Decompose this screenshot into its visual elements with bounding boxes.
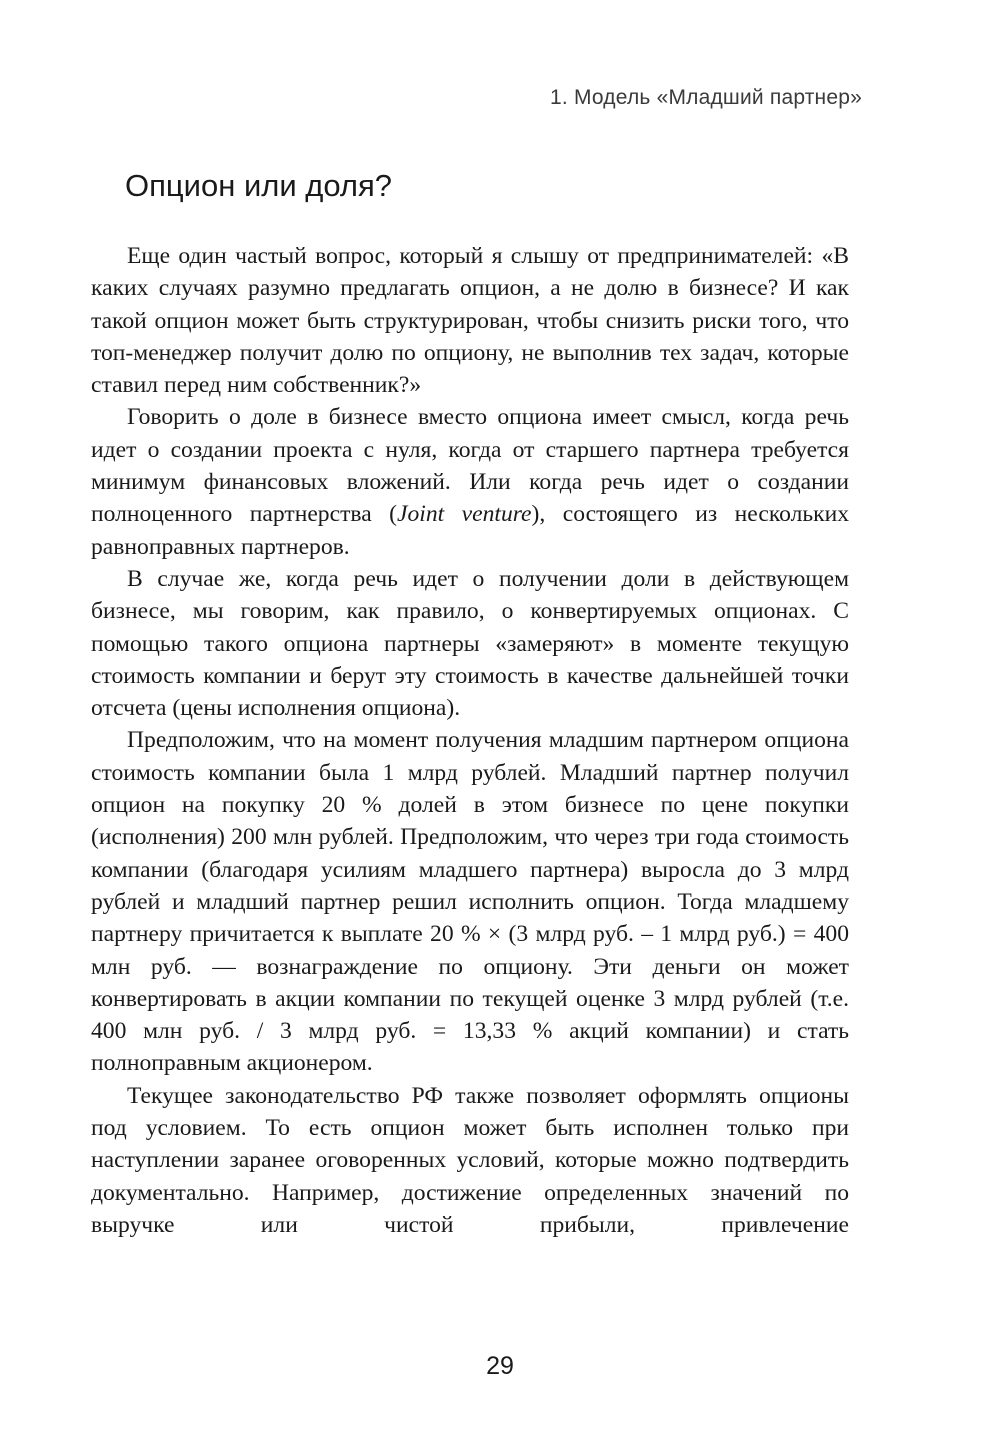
paragraph-2-italic-term: Joint venture: [397, 501, 532, 528]
paragraph-2-text-after: ), состоящего из нескольких равноправных партнеров.: [91, 501, 850, 560]
body-text: [91, 240, 849, 1241]
paragraph-4: Предположим, что на момент получения младшим партнером опциона стоимость компании была 1 млрд рублей. Младший партнер получил опцион на покупку 20 % долей в этом бизнесе по цене покупки (исполнения) 200 млн рублей. Предположим, что через три года стоимость компании (благодаря усилиям младшего партнера) выросла до 3 млрд рублей и младший партнер решил исполнить опцион. Тогда младшему партнеру причитается к выплате 20 % × (3 млрд руб. – 1 млрд руб.) = 400 млн руб. — вознаграждение по опциону. Эти деньги он может конвертировать в акции компании по текущей оценке 3 млрд рублей (т.е. 400 млн руб. / 3 млрд руб. = 13,33 % акций компании) и стать полноправным акционером.: [91, 727, 849, 1077]
paragraph-2-text-before: Говорить о доле в бизнесе вместо опциона имеет смысл, когда речь идет о создании проекта с нуля, когда от старшего партнера требуется минимум финансовых вложений. Или когда речь идет о создании полноценного партнерства (: [91, 404, 849, 528]
paragraph-1: Еще один частый вопрос, который я слышу от предпринимателей: «В каких случаях разумно предлагать опцион, а не долю в бизнесе? И как такой опцион может быть структурирован, чтобы снизить риски того, что топ-менеджер получит долю по опциону, не выполнив тех задач, которые ставил перед ним собственник?»: [91, 243, 849, 399]
paragraph-2: [91, 401, 849, 562]
paragraph-3: В случае же, когда речь идет о получении доли в действующем бизнесе, мы говорим, как правило, о конвертируемых опционах. С помощью такого опциона партнеры «замеряют» в моменте текущую стоимость компании и берут эту стоимость в качестве дальнейшей точки отсчета (цены исполнения опциона).: [91, 565, 849, 722]
page-number: 29: [486, 1352, 514, 1380]
section-title: Опцион или доля?: [125, 168, 393, 203]
paragraph-5: Текущее законодательство РФ также позволяет оформлять опционы под условием. То есть опцион может быть исполнен только при наступлении заранее оговоренных условий, которые можно подтвердить документально. Например, достижение определенных значений по выручке или чистой прибыли, привлечение: [91, 1082, 849, 1238]
running-head: 1. Модель «Младший партнер»: [550, 86, 862, 109]
